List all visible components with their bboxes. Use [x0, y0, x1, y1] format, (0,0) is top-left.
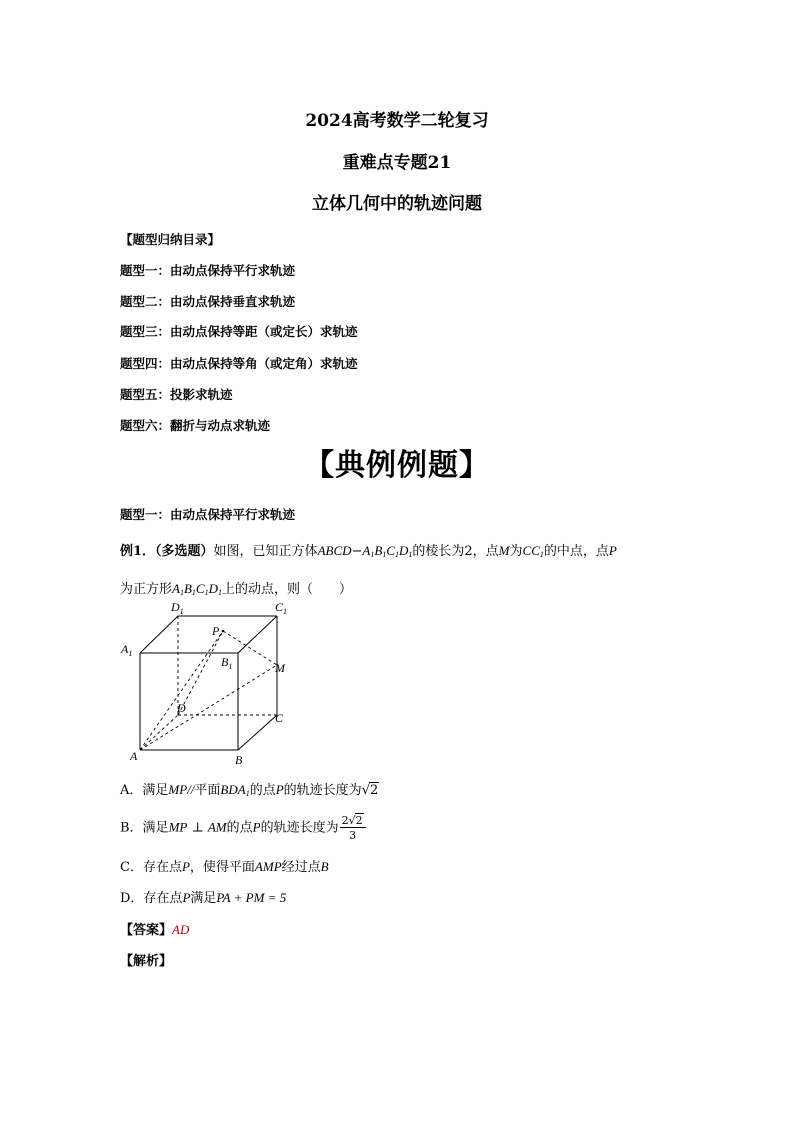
toc-item-4: 题型四：由动点保持等角（或定角）求轨迹 — [120, 356, 358, 371]
toc-item-6: 题型六：翻折与动点求轨迹 — [120, 418, 271, 433]
answer-line — [120, 919, 189, 938]
fraction: $\frac{2√2}{3}$ — [340, 815, 366, 841]
label-M: M — [275, 661, 285, 675]
label-D: D — [177, 701, 186, 715]
example-line-2: 为正方形$A_1B_1C_1D_1$上的动点，则（ ） — [120, 581, 352, 597]
toc-item-1: 题型一：由动点保持平行求轨迹 — [120, 263, 296, 278]
example-line-1: 例1．（多选题）如图，已知正方体$ABCD-A_1B_1C_1D_1$的棱长为2，点M为$CC_1$的中点，点P — [120, 543, 617, 559]
option-a: A．满足MP//平面$BDA_1$的点P的轨迹长度为√2 — [120, 782, 379, 798]
answer-value: AD — [172, 922, 190, 937]
option-c: C．存在点P，使得平面AMP经过点B — [120, 859, 329, 875]
option-b: B．满足MP ⊥ AM的点P的轨迹长度为 $\frac{2√2}{3}$ — [120, 815, 367, 841]
analysis-label: 【解析】 — [120, 954, 173, 969]
label-B: B — [235, 753, 243, 767]
option-d: D．存在点P满足PA + PM = 5 — [120, 890, 287, 906]
toc-item-3: 题型三：由动点保持等距（或定长）求轨迹 — [120, 324, 358, 339]
title-line-3: 立体几何中的轨迹问题 — [312, 194, 482, 214]
answer-label: 【答案】 — [120, 923, 173, 938]
title-line-2: 重难点专题21 — [342, 153, 452, 173]
section-banner: 【典例例题】 — [304, 448, 490, 483]
label-A: A — [130, 749, 138, 763]
toc-heading: 【题型归纳目录】 — [120, 232, 221, 247]
toc-item-5: 题型五：投影求轨迹 — [120, 387, 233, 402]
label-C: C — [275, 711, 284, 725]
label-P: P — [212, 624, 220, 638]
toc-item-2: 题型二：由动点保持垂直求轨迹 — [120, 294, 296, 309]
label-B1: $B_1$ — [221, 655, 233, 671]
cube-figure — [115, 598, 300, 773]
title-line-1: 2024高考数学二轮复习 — [305, 111, 489, 131]
label-A1: $A_1$ — [121, 642, 133, 658]
label-D1: $D_1$ — [171, 600, 184, 616]
section-type-heading: 题型一：由动点保持平行求轨迹 — [120, 507, 296, 522]
label-C1: $C_1$ — [275, 600, 288, 616]
example-label: 例1．（多选题） — [120, 544, 214, 559]
